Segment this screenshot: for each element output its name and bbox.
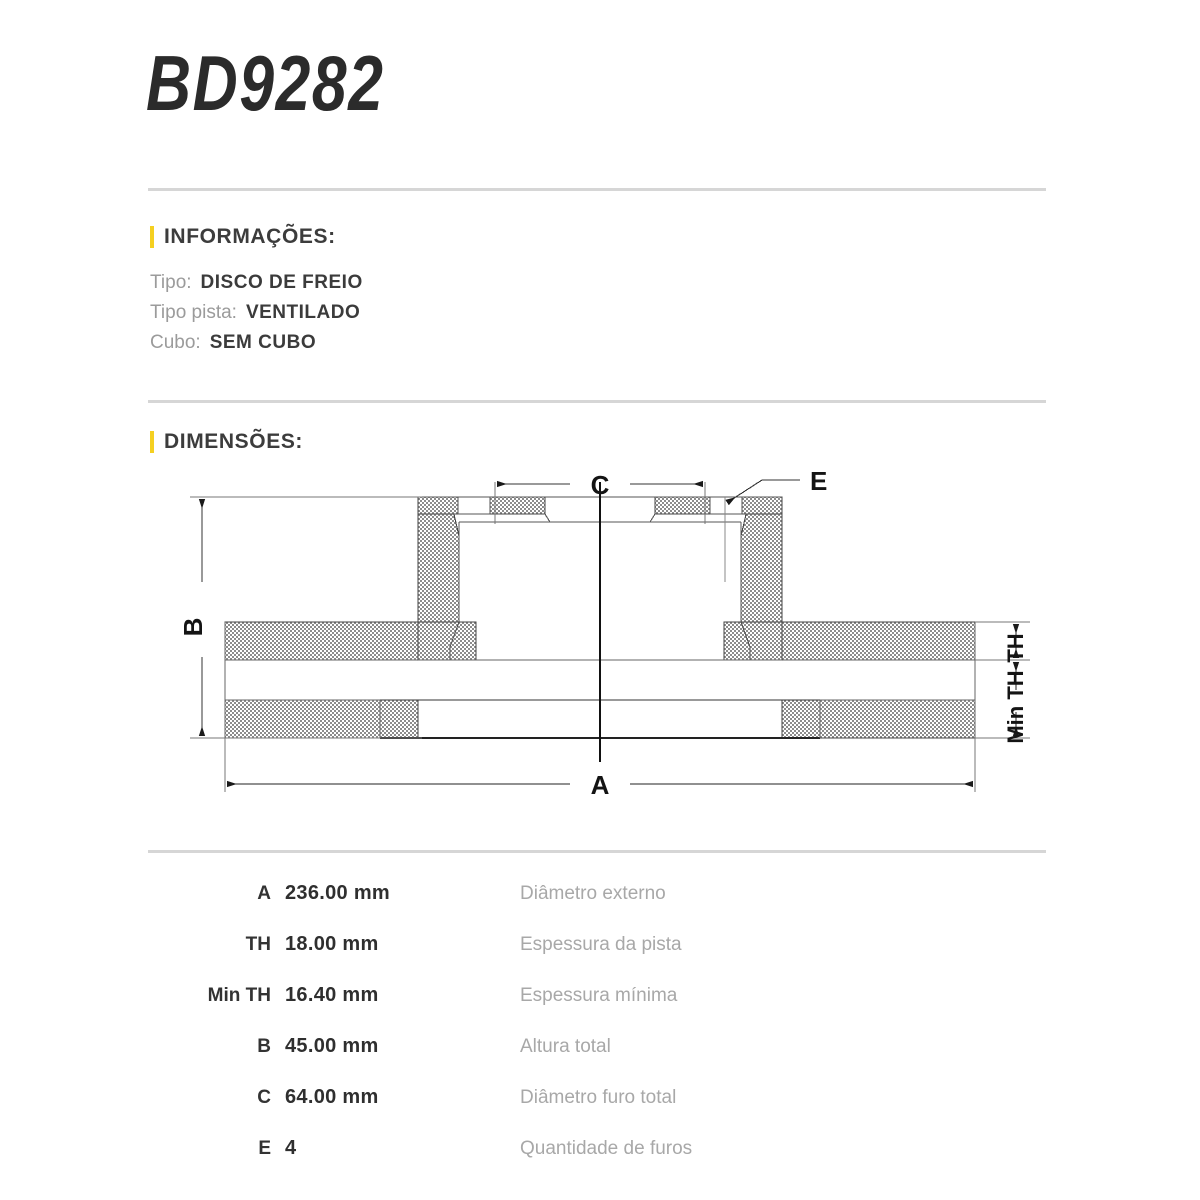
brake-disc-cross-section-drawing: [150, 462, 1050, 842]
info-label: Tipo:: [150, 272, 192, 293]
callout-label-c: C: [590, 470, 610, 500]
dimensions-table: [150, 882, 1050, 1188]
dimension-description: Espessura da pista: [520, 934, 682, 955]
dimension-symbol: TH: [245, 934, 271, 955]
divider-middle: [148, 400, 1046, 403]
dimension-value: 4: [285, 1137, 297, 1159]
table-row: [150, 882, 1050, 933]
section-heading-label: INFORMAÇÕES:: [164, 225, 336, 248]
info-row-tipo: [150, 272, 850, 302]
table-row: [150, 1086, 1050, 1137]
info-value: SEM CUBO: [209, 332, 317, 353]
divider-bottom: [148, 850, 1046, 853]
info-value: VENTILADO: [245, 302, 361, 323]
callout-label-min-th: Min TH: [1003, 670, 1028, 744]
info-label: Tipo pista:: [150, 302, 237, 323]
dimension-description: Diâmetro furo total: [520, 1087, 677, 1108]
callout-label-a: A: [590, 770, 610, 800]
info-label: Cubo:: [150, 332, 201, 353]
dimension-value: 236.00 mm: [285, 882, 390, 904]
dimension-symbol: C: [257, 1087, 271, 1108]
info-row-cubo: [150, 332, 850, 362]
section-heading-label: DIMENSÕES:: [164, 430, 304, 453]
dimension-symbol: A: [257, 883, 271, 904]
info-row-tipo-pista: [150, 302, 850, 332]
dimension-description: Espessura mínima: [520, 985, 678, 1006]
table-row: [150, 933, 1050, 984]
dimension-symbol: B: [257, 1036, 271, 1057]
dimension-description: Quantidade de furos: [520, 1138, 693, 1159]
accent-bar-icon: [150, 226, 154, 248]
callout-label-th: TH: [1003, 633, 1028, 663]
dimension-value: 16.40 mm: [285, 984, 379, 1006]
dimension-symbol: Min TH: [207, 985, 271, 1006]
accent-bar-icon: [150, 431, 154, 453]
callout-label-b: B: [178, 617, 208, 637]
table-row: [150, 1035, 1050, 1086]
dimension-description: Altura total: [520, 1036, 611, 1057]
divider-top: [148, 188, 1046, 191]
dimension-value: 64.00 mm: [285, 1086, 379, 1108]
dimension-value: 18.00 mm: [285, 933, 379, 955]
title-block: [146, 28, 1046, 148]
dimension-value: 45.00 mm: [285, 1035, 379, 1057]
callout-label-e: E: [810, 466, 828, 496]
table-row: [150, 1137, 1050, 1188]
table-row: [150, 984, 1050, 1035]
info-list: [150, 272, 850, 362]
section-heading-informacoes: [150, 225, 336, 249]
dimension-description: Diâmetro externo: [520, 883, 666, 904]
page-title: BD9282: [146, 39, 385, 127]
section-heading-dimensoes: [150, 430, 303, 454]
dimension-symbol: E: [258, 1138, 271, 1159]
info-value: DISCO DE FREIO: [200, 272, 363, 293]
